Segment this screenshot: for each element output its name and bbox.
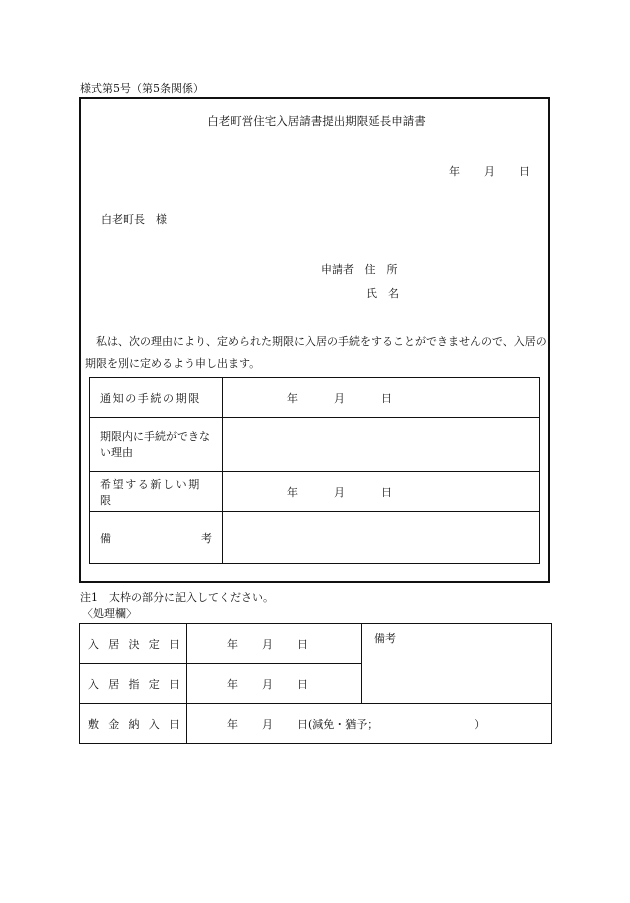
footnote: 注1 太枠の部分に記入してください。 bbox=[80, 591, 274, 604]
applicant-label: 申請者 bbox=[321, 263, 354, 276]
table-row bbox=[90, 512, 540, 564]
form-number: 様式第5号（第5条関係） bbox=[80, 82, 204, 95]
label-char: 金 bbox=[108, 717, 120, 731]
table-row bbox=[90, 418, 540, 472]
day-label: 日 bbox=[297, 717, 308, 731]
decision-date-label bbox=[80, 624, 187, 664]
year-label: 年 bbox=[449, 165, 460, 178]
designation-date-field[interactable] bbox=[187, 664, 362, 704]
table-row bbox=[80, 624, 552, 664]
reason-label: 期限内に手続ができない理由 bbox=[90, 418, 223, 472]
label-char: 指 bbox=[128, 677, 140, 691]
month-label: 月 bbox=[484, 165, 495, 178]
address-label: 住 所 bbox=[364, 263, 398, 276]
date-line bbox=[449, 163, 530, 179]
name-label: 氏 名 bbox=[366, 287, 399, 300]
year-label: 年 bbox=[227, 717, 238, 731]
year-label: 年 bbox=[287, 391, 298, 405]
year-label: 年 bbox=[227, 637, 238, 651]
addressee: 白老町長 様 bbox=[101, 213, 167, 226]
label-char: 定 bbox=[148, 677, 160, 691]
label-char: 定 bbox=[148, 637, 160, 651]
label-char: 入 bbox=[148, 717, 160, 731]
decision-date-field[interactable] bbox=[187, 624, 362, 664]
remarks-char-1: 備 bbox=[100, 531, 111, 545]
label-char: 日 bbox=[169, 677, 180, 691]
processing-table bbox=[79, 623, 552, 744]
form-title: 白老町営住宅入居請書提出期限延長申請書 bbox=[207, 114, 426, 128]
deposit-date-label bbox=[80, 704, 187, 744]
label-char: 敷 bbox=[88, 717, 99, 731]
processing-remarks-label: 備考 bbox=[374, 632, 396, 645]
new-deadline-label: 希望する新しい期限 bbox=[90, 472, 223, 512]
remarks-char-2: 考 bbox=[201, 531, 212, 545]
month-label: 月 bbox=[334, 391, 345, 405]
label-char: 納 bbox=[128, 717, 140, 731]
month-label: 月 bbox=[262, 717, 273, 731]
notice-deadline-label: 通知の手続の期限 bbox=[90, 378, 223, 418]
day-label: 日 bbox=[297, 637, 308, 651]
processing-remarks-field[interactable] bbox=[362, 624, 552, 704]
month-label: 月 bbox=[262, 677, 273, 691]
day-label: 日 bbox=[519, 165, 530, 178]
applicant-name-line bbox=[366, 285, 399, 301]
label-char: 決 bbox=[128, 637, 140, 651]
designation-date-label bbox=[80, 664, 187, 704]
new-deadline-field[interactable] bbox=[223, 472, 540, 512]
application-form-box bbox=[79, 97, 550, 583]
year-label: 年 bbox=[287, 485, 298, 499]
table-row bbox=[80, 704, 552, 744]
processing-section-label: 〈処理欄〉 bbox=[82, 607, 137, 620]
remarks-label bbox=[90, 512, 223, 564]
reason-field[interactable] bbox=[223, 418, 540, 472]
day-label: 日 bbox=[381, 391, 392, 405]
exemption-label: (減免・猶予； bbox=[308, 717, 379, 731]
label-char: 居 bbox=[108, 677, 120, 691]
table-row bbox=[90, 378, 540, 418]
remarks-field[interactable] bbox=[223, 512, 540, 564]
table-row bbox=[90, 472, 540, 512]
label-char: 日 bbox=[169, 717, 180, 731]
declaration-text: 私は、次の理由により、定められた期限に入居の手続をすることができませんので、入居の期限を別に定めるよう申し出ます。 bbox=[85, 335, 547, 370]
year-label: 年 bbox=[227, 677, 238, 691]
deposit-date-field[interactable] bbox=[187, 704, 552, 744]
label-char: 日 bbox=[169, 637, 180, 651]
request-table bbox=[89, 377, 540, 564]
month-label: 月 bbox=[262, 637, 273, 651]
notice-deadline-field[interactable] bbox=[223, 378, 540, 418]
month-label: 月 bbox=[334, 485, 345, 499]
label-char: 入 bbox=[88, 637, 99, 651]
day-label: 日 bbox=[381, 485, 392, 499]
label-char: 入 bbox=[88, 677, 99, 691]
applicant-address-line bbox=[321, 261, 398, 277]
label-char: 居 bbox=[108, 637, 120, 651]
close-paren: ） bbox=[474, 717, 486, 731]
day-label: 日 bbox=[297, 677, 308, 691]
